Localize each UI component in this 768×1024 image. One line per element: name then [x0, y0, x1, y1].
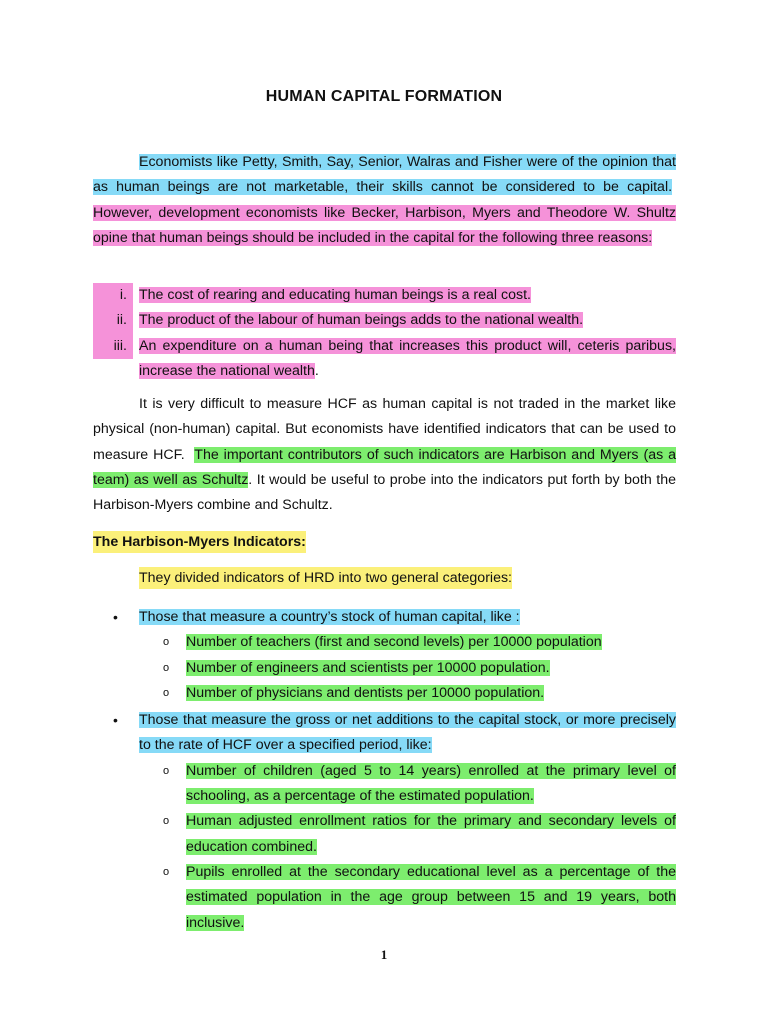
- reason-text: The product of the labour of human beings adds to the national wealth.: [139, 312, 584, 329]
- sub-item: [93, 630, 676, 655]
- circle-bullet-icon: o: [163, 764, 170, 777]
- bullet-text: Those that measure the gross or net additions to the capital stock, or more precisely to the rate of HCF over a specified period, like:: [139, 712, 676, 754]
- page-number: 1: [380, 947, 388, 962]
- sub-item-text: Human adjusted enrollment ratios for the primary and secondary levels of education combined.: [186, 813, 676, 855]
- list-item: [93, 334, 676, 385]
- reason-text: An expenditure on a human being that increases this product will, ceteris paribus, increase the national wealth: [139, 337, 676, 379]
- bullet-text: Those that measure a country’s stock of human capital, like :: [139, 609, 520, 625]
- intro-pink-highlight: However, development economists like Becker, Harbison, Myers and Theodore W. Shultz opine that human beings should be included in the capital for the following three reasons:: [93, 204, 676, 246]
- sub-item-text: Number of physicians and dentists per 10000 population.: [186, 684, 545, 701]
- reason-number: iii.: [93, 334, 133, 359]
- list-item: [93, 308, 676, 333]
- section-heading: The Harbison-Myers Indicators:: [93, 531, 306, 553]
- sub-item-text: Number of teachers (first and second levels) per 10000 population: [186, 634, 602, 651]
- hcf-text-part2: . It would be useful to probe into the indicators put forth by both the Harbison-Myers combine and Schultz.: [93, 471, 676, 514]
- sub-item-text: Pupils enrolled at the secondary educational level as a percentage of the estimated population in the age group between 15 and 19 years, both inclusive.: [186, 863, 676, 931]
- sub-item: [93, 656, 676, 681]
- sub-item: [93, 860, 676, 936]
- bullet-item: [93, 708, 676, 759]
- sub-item: [93, 759, 676, 810]
- sub-item: [93, 809, 676, 860]
- list-item: [93, 283, 676, 308]
- categories-line: They divided indicators of HRD into two general categories:: [139, 567, 512, 589]
- circle-bullet-icon: o: [163, 686, 170, 699]
- hcf-green-highlight: The important contributors of such indicators are Harbison and Myers (as a team) as well as Schultz: [93, 446, 677, 488]
- circle-bullet-icon: o: [163, 636, 170, 649]
- reason-number: i.: [93, 283, 133, 308]
- bullet-list: [93, 605, 676, 936]
- bullet-icon: •: [113, 712, 118, 729]
- sub-item-text: Number of engineers and scientists per 10000 population.: [186, 659, 550, 676]
- intro-paragraph: [93, 150, 676, 251]
- sub-item: [93, 681, 676, 706]
- hcf-text-part1: It is very difficult to measure HCF as human capital is not traded in the market like physical (non-human) capital. But economists have identified indicators that can be used to measure HCF.: [93, 396, 676, 463]
- reasons-list: [93, 283, 676, 384]
- bullet-item: [93, 605, 676, 630]
- reason-text: The cost of rearing and educating human beings is a real cost.: [139, 287, 531, 303]
- bullet-icon: •: [113, 609, 118, 625]
- intro-blue-highlight: Economists like Petty, Smith, Say, Senior, Walras and Fisher were of the opinion that as human beings are not marketable, their skills cannot be considered to be capital.: [93, 154, 676, 196]
- sub-item-text: Number of children (aged 5 to 14 years) enrolled at the primary level of schooling, as a percentage of the estimated population.: [186, 762, 676, 805]
- circle-bullet-icon: o: [163, 815, 170, 828]
- reason-trail: .: [314, 362, 319, 379]
- hcf-paragraph: [93, 392, 676, 518]
- circle-bullet-icon: o: [163, 865, 170, 878]
- circle-bullet-icon: o: [163, 661, 170, 674]
- reason-number: ii.: [93, 308, 133, 333]
- page-title: HUMAN CAPITAL FORMATION: [265, 88, 503, 105]
